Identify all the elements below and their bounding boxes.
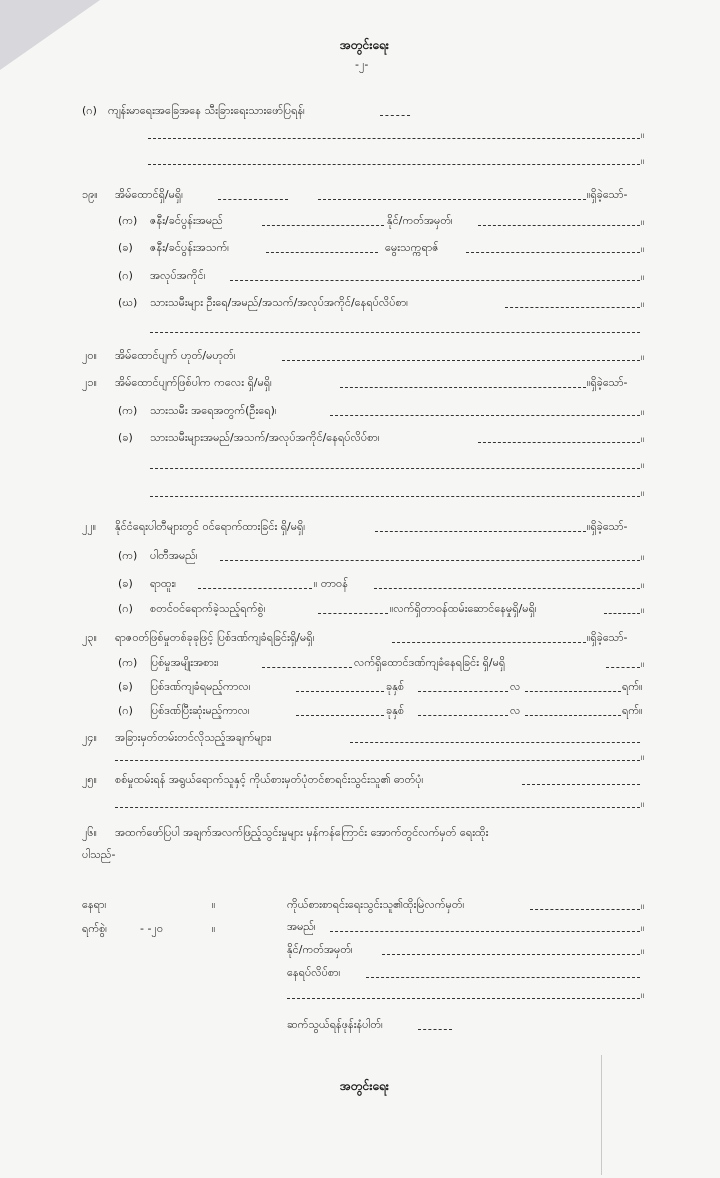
end-mark: ။	[641, 923, 645, 934]
address-label: နေရပ်လိပ်စာ၊	[287, 966, 341, 979]
q19-spouse-name-label: ဇနီး/ခင်ပွန်းအမည်	[150, 214, 223, 227]
q22-duty-label: ။ တာဝန်	[314, 577, 348, 590]
nrc-field[interactable]	[382, 954, 640, 955]
q19-occupation-label: အလုပ်အကိုင်၊	[150, 269, 206, 282]
q23-sub-c-number: (ဂ)	[118, 704, 133, 717]
q19-children-field[interactable]	[505, 307, 640, 308]
q23-number: ၂၃။	[82, 631, 97, 644]
q22-suffix: ။ရှိခဲ့သော်-	[587, 520, 628, 533]
q19-spouse-age-field[interactable]	[266, 252, 378, 253]
q22-sub-a-number: (က)	[118, 549, 138, 562]
name-field[interactable]	[330, 931, 640, 932]
q21-children-count-field[interactable]	[330, 415, 640, 416]
q23-label: ရာဇဝတ်ဖြစ်မှုတစ်ခုခုဖြင့် ပြစ်ဒဏ်ကျခံရခြင်းရှိ/မရှိ၊	[115, 631, 315, 644]
q19-number: ၁၉။	[82, 188, 98, 201]
q23-sentence-end-label: ပြစ်ဒဏ်ပြီးဆုံးမည့်ကာလ၊	[150, 704, 250, 717]
name-label: အမည်၊	[287, 920, 316, 933]
q25-number: ၂၅။	[82, 773, 97, 786]
q23-in-prison-label: လက်ရှိထောင်ဒဏ်ကျခံနေရခြင်း ရှိ/မရှိ	[354, 656, 506, 669]
q22-number: ၂၂။	[82, 520, 97, 533]
signature-field[interactable]	[530, 909, 640, 910]
q22-current-duty-label: ။လက်ရှိတာဝန်ထမ်းဆောင်နေမှုရှိ/မရှိ၊	[390, 602, 537, 615]
q22-field[interactable]	[375, 531, 586, 532]
q23-suffix: ။ရှိခဲ့သော်-	[587, 631, 628, 644]
q21-field[interactable]	[340, 387, 586, 388]
end-mark: ။	[641, 552, 645, 563]
q26-number: ၂၆။	[82, 826, 97, 839]
q21-number: ၂၁။	[82, 376, 97, 389]
end-mark: ။	[641, 460, 645, 471]
q24-number: ၂၄။	[82, 731, 97, 744]
q21-sub-a-number: (က)	[118, 404, 138, 417]
q19-children-label: သားသမီးများ ဦးရေ/အမည်/အသက်/အလုပ်အကိုင်/နေရပ်လိပ်စာ၊	[150, 296, 408, 309]
q19-spouse-dob-label: မွေးသက္ကရာဇ်	[385, 241, 439, 254]
q23-sentence-month-field[interactable]	[418, 691, 508, 692]
q23-end-day-field[interactable]	[525, 715, 621, 716]
q23-end-year-unit: ခုနှစ်	[386, 704, 405, 717]
q19-spouse-dob-field[interactable]	[466, 252, 640, 253]
end-mark: ။	[641, 272, 645, 283]
q21-details-line-3[interactable]	[150, 496, 640, 497]
end-mark: ။	[641, 752, 645, 763]
page-number: -၂-	[355, 58, 369, 71]
place-label: နေရာ၊	[82, 898, 107, 911]
nrc-label: နိုင်/ကတ်အမှတ်၊	[287, 943, 353, 956]
end-mark: ။	[641, 659, 645, 670]
classification-header: အတွင်းရေး	[340, 38, 389, 52]
q19-occupation-field[interactable]	[230, 280, 640, 281]
classification-footer: အတွင်းရေး	[340, 1079, 389, 1093]
q22-join-date-label: စတင်ဝင်ရောက်ခဲ့သည့်ရက်စွဲ၊	[150, 602, 266, 615]
q26-declaration-line-1: အထက်ဖော်ပြပါ အချက်အလက်ဖြည့်သွင်းမှုများ မှန်ကန်ကြောင်း အောက်တွင်လက်မှတ် ရေးထိုး	[115, 826, 489, 839]
signature-label: ကိုယ်စားစာရင်းရေးသွင်းသူ၏ထိုးမြဲလက်မှတ်၊	[287, 898, 465, 911]
q25-label: စစ်မှုထမ်းရန် အရွယ်ရောက်သူနှင့် ကိုယ်စားမှတ်ပုံတင်စာရင်းသွင်းသူ၏ ဓာတ်ပုံ၊	[115, 773, 424, 786]
q21-children-details-field[interactable]	[478, 442, 640, 443]
q22-sub-c-number: (ဂ)	[118, 602, 133, 615]
q23-sub-a-number: (က)	[118, 656, 138, 669]
folded-corner	[0, 0, 100, 70]
q23-field[interactable]	[392, 642, 586, 643]
q24-field[interactable]	[350, 742, 640, 743]
q19-label: အိမ်ထောင်ရှိ/မရှိ၊	[115, 188, 183, 201]
q22-current-duty-field[interactable]	[604, 613, 640, 614]
end-mark: ။	[641, 990, 645, 1001]
end-mark: ။	[641, 244, 645, 255]
q23-offence-type-label: ပြစ်မှုအမျိုးအစား၊	[150, 656, 219, 669]
q23-sentence-year-unit: ခုနှစ်	[386, 680, 405, 693]
q19-fill-b[interactable]	[318, 199, 586, 200]
q23-end-month-unit: လ	[510, 704, 521, 717]
q22-party-name-field[interactable]	[220, 560, 640, 561]
q23-end-day-unit: ရက်။	[622, 704, 643, 717]
q19-fill-a[interactable]	[218, 199, 288, 200]
q26-declaration-line-2: ပါသည်-	[82, 848, 116, 861]
end-mark: ။	[641, 580, 645, 591]
q22-sub-b-number: (ခ)	[118, 577, 133, 590]
q22-label: နိုင်ငံရေးပါတီများတွင် ဝင်ရောက်ထားခြင်း ရှိ/မရှိ၊	[115, 520, 306, 533]
q23-sentence-period-label: ပြစ်ဒဏ်ကျခံရမည့်ကာလ၊	[150, 680, 251, 693]
date-pattern: - -၂၀	[140, 922, 164, 935]
q23-sentence-day-unit: ရက်။	[622, 680, 643, 693]
end-mark: ။	[641, 299, 645, 310]
end-mark: ။	[641, 130, 645, 141]
q23-in-prison-field[interactable]	[606, 667, 640, 668]
q24-line-2[interactable]	[115, 760, 640, 761]
q21-children-count-label: သားသမီး အရေအတွက်(ဦးရေ)၊	[150, 404, 277, 417]
q19-spouse-age-label: ဇနီး/ခင်ပွန်းအသက်၊	[150, 241, 230, 254]
address-field[interactable]	[366, 977, 640, 978]
q21-details-line-2[interactable]	[150, 468, 640, 469]
q11-label: ကျန်းမာရေးအခြေအနေ သီးခြားရေးသားဖော်ပြရန်၊	[108, 104, 305, 117]
end-mark: ။	[641, 156, 645, 167]
end-mark: ။	[641, 217, 645, 228]
q21-suffix: ။ရှိခဲ့သော်-	[587, 376, 628, 389]
q11-line-2[interactable]	[148, 138, 640, 139]
q21-label: အိမ်ထောင်ပျက်ဖြစ်ပါက ကလေး ရှိ/မရှိ၊	[115, 376, 272, 389]
end-mark: ။	[641, 605, 645, 616]
end-mark: ။	[641, 407, 645, 418]
q19-sub-b-number: (ခ)	[118, 241, 133, 254]
place-end-mark: ။	[212, 898, 216, 911]
q19-sub-c-number: (ဂ)	[118, 269, 133, 282]
q22-position-label: ရာထူး၊	[150, 577, 177, 590]
phone-field[interactable]	[418, 1029, 452, 1030]
date-label: ရက်စွဲ၊	[82, 922, 108, 935]
q20-label: အိမ်ထောင်ပျက် ဟုတ်/မဟုတ်၊	[115, 349, 236, 362]
q25-line-2[interactable]	[115, 807, 640, 808]
q19-suffix: ။ရှိခဲ့သော်-	[587, 188, 628, 201]
q23-sentence-day-field[interactable]	[525, 691, 621, 692]
q22-position-field[interactable]	[198, 588, 312, 589]
q20-field[interactable]	[282, 360, 640, 361]
end-mark: ။	[641, 434, 645, 445]
q22-duty-field[interactable]	[374, 588, 640, 589]
q22-join-date-field[interactable]	[318, 613, 388, 614]
q19-children-line-2[interactable]	[150, 332, 640, 333]
q11-fill[interactable]	[380, 115, 410, 116]
end-mark: ။	[641, 946, 645, 957]
phone-label: ဆက်သွယ်ရန်ဖုန်းနံပါတ်၊	[287, 1018, 383, 1031]
q23-offence-type-field[interactable]	[262, 667, 352, 668]
q21-children-details-label: သားသမီးများအမည်/အသက်/အလုပ်အကိုင်/နေရပ်လိပ်စာ၊	[150, 431, 380, 444]
q23-sub-b-number: (ခ)	[118, 680, 133, 693]
q23-end-year-field[interactable]	[296, 715, 384, 716]
q23-sentence-month-unit: လ	[510, 680, 521, 693]
q25-field[interactable]	[522, 784, 640, 785]
q19-spouse-nrc-field[interactable]	[478, 225, 640, 226]
q19-sub-a-number: (က)	[118, 214, 138, 227]
date-end-mark: ။	[212, 922, 216, 935]
end-mark: ။	[641, 901, 645, 912]
q19-spouse-name-field[interactable]	[262, 225, 384, 226]
q22-party-name-label: ပါတီအမည်၊	[150, 549, 198, 562]
q11-line-3[interactable]	[148, 164, 640, 165]
address-line-2[interactable]	[287, 998, 640, 999]
q11-number: (ဂ)	[82, 104, 97, 117]
q19-spouse-nrc-label: နိုင်/ကတ်အမှတ်၊	[387, 214, 453, 227]
q20-number: ၂၀။	[82, 349, 97, 362]
end-mark: ။	[641, 352, 645, 363]
q24-label: အခြားမှတ်တမ်းတင်လိုသည့်အချက်များ၊	[115, 731, 272, 744]
end-mark: ။	[641, 799, 645, 810]
q23-end-month-field[interactable]	[418, 715, 508, 716]
q23-sentence-year-field[interactable]	[296, 691, 384, 692]
scan-artifact-line	[601, 1055, 602, 1175]
end-mark: ။	[641, 488, 645, 499]
q21-sub-b-number: (ခ)	[118, 431, 133, 444]
q19-sub-d-number: (ဃ)	[118, 296, 138, 309]
